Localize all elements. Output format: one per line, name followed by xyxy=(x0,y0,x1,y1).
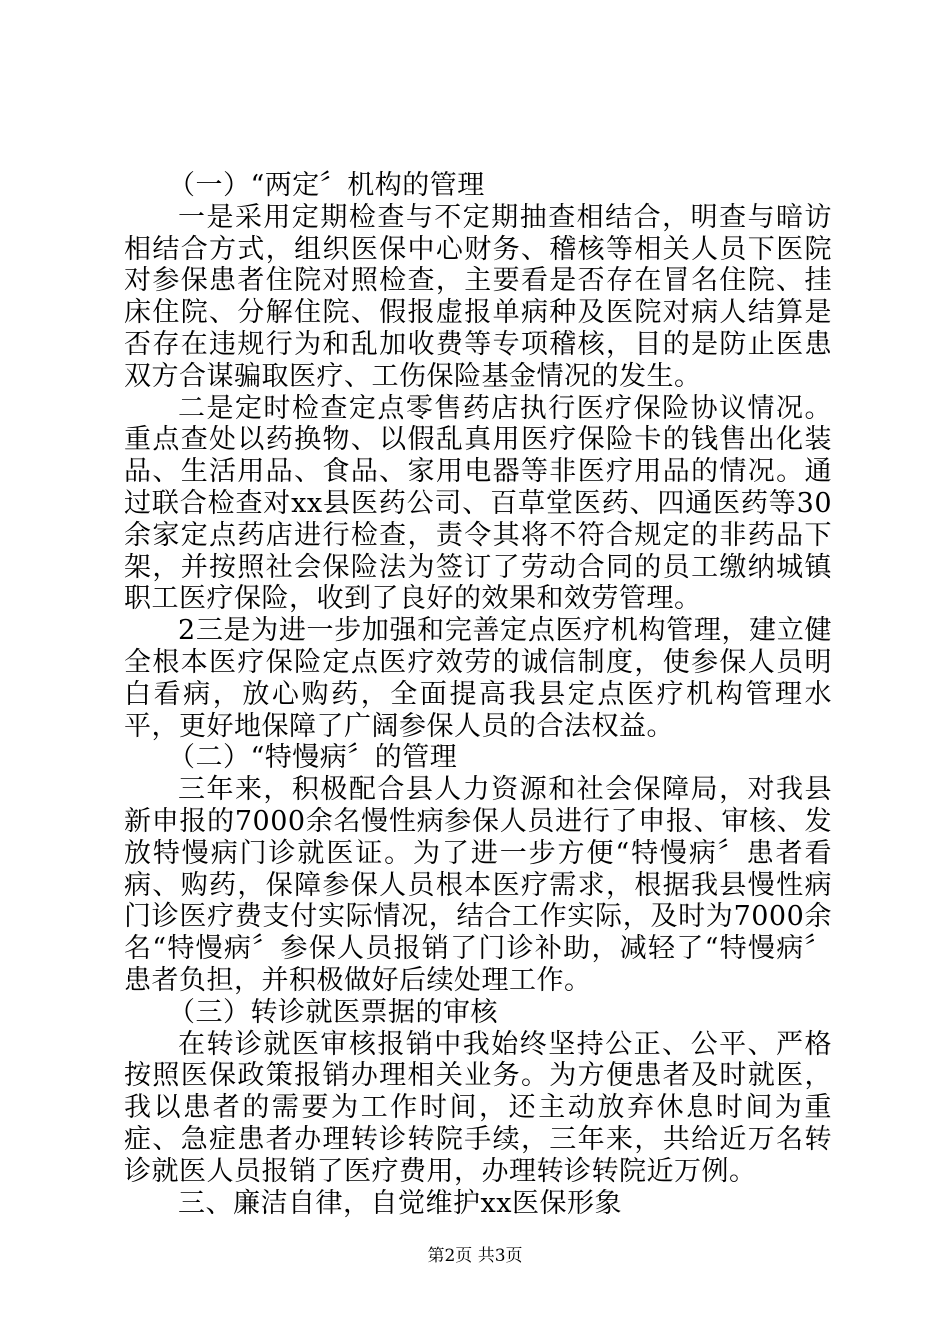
section-heading-2: （二）“特慢病〞的管理 xyxy=(168,742,458,774)
paragraph-chronic-disease: 三年来，积极配合县人力资源和社会保障局，对我县新申报的7000余名慢性病参保人员进行了申报、审核、发放特慢病门诊就医证。为了进一步方便“特慢病〞患者看病、购药，保障参保人员根本医疗需求，根据我县慢性病门诊医疗费支付实际情况，结合工作实际，及时为7000余名“特慢病〞参保人员报销了门诊补助，减轻了“特慢病〞患者负担，并积极做好后续处理工作。 xyxy=(124,774,832,996)
document-body xyxy=(124,170,832,1219)
section-heading-1: （一）“两定〞机构的管理 xyxy=(168,170,485,201)
paragraph-institution-management: 2三是为进一步加强和完善定点医疗机构管理，建立健全根本医疗保险定点医疗效劳的诚信制度，使参保人员明白看病，放心购药，全面提高我县定点医疗机构管理水平，更好地保障了广阔参保人员的合法权益。 xyxy=(124,615,832,742)
section-heading-4: 三、廉洁自律，自觉维护xx医保形象 xyxy=(178,1187,622,1219)
section-heading-3: （三）转诊就医票据的审核 xyxy=(168,996,498,1028)
paragraph-referral-review: 在转诊就医审核报销中我始终坚持公正、公平、严格按照医保政策报销办理相关业务。为方便患者及时就医，我以患者的需要为工作时间，还主动放弃休息时间为重症、急症患者办理转诊转院手续，三年来，共给近万名转诊就医人员报销了医疗费用，办理转诊转院近万例。 xyxy=(124,1028,832,1187)
page-footer: 第2页 共3页 xyxy=(427,1246,523,1266)
paragraph-pharmacy: 二是定时检查定点零售药店执行医疗保险协议情况。重点查处以药换物、以假乱真用医疗保险卡的钱售出化装品、生活用品、食品、家用电器等非医疗用品的情况。通过联合检查对xx县医药公司、百草堂医药、四通医药等30余家定点药店进行检查，责令其将不符合规定的非药品下架，并按照社会保险法为签订了劳动合同的员工缴纳城镇职工医疗保险，收到了良好的效果和效劳管理。 xyxy=(124,392,832,615)
paragraph-inspection: 一是采用定期检查与不定期抽查相结合，明查与暗访相结合方式，组织医保中心财务、稽核等相关人员下医院对参保患者住院对照检查，主要看是否存在冒名住院、挂床住院、分解住院、假报虚报单病种及医院对病人结算是否存在违规行为和乱加收费等专项稽核，目的是防止医患双方合谋骗取医疗、工伤保险基金情况的发生。 xyxy=(124,201,832,392)
